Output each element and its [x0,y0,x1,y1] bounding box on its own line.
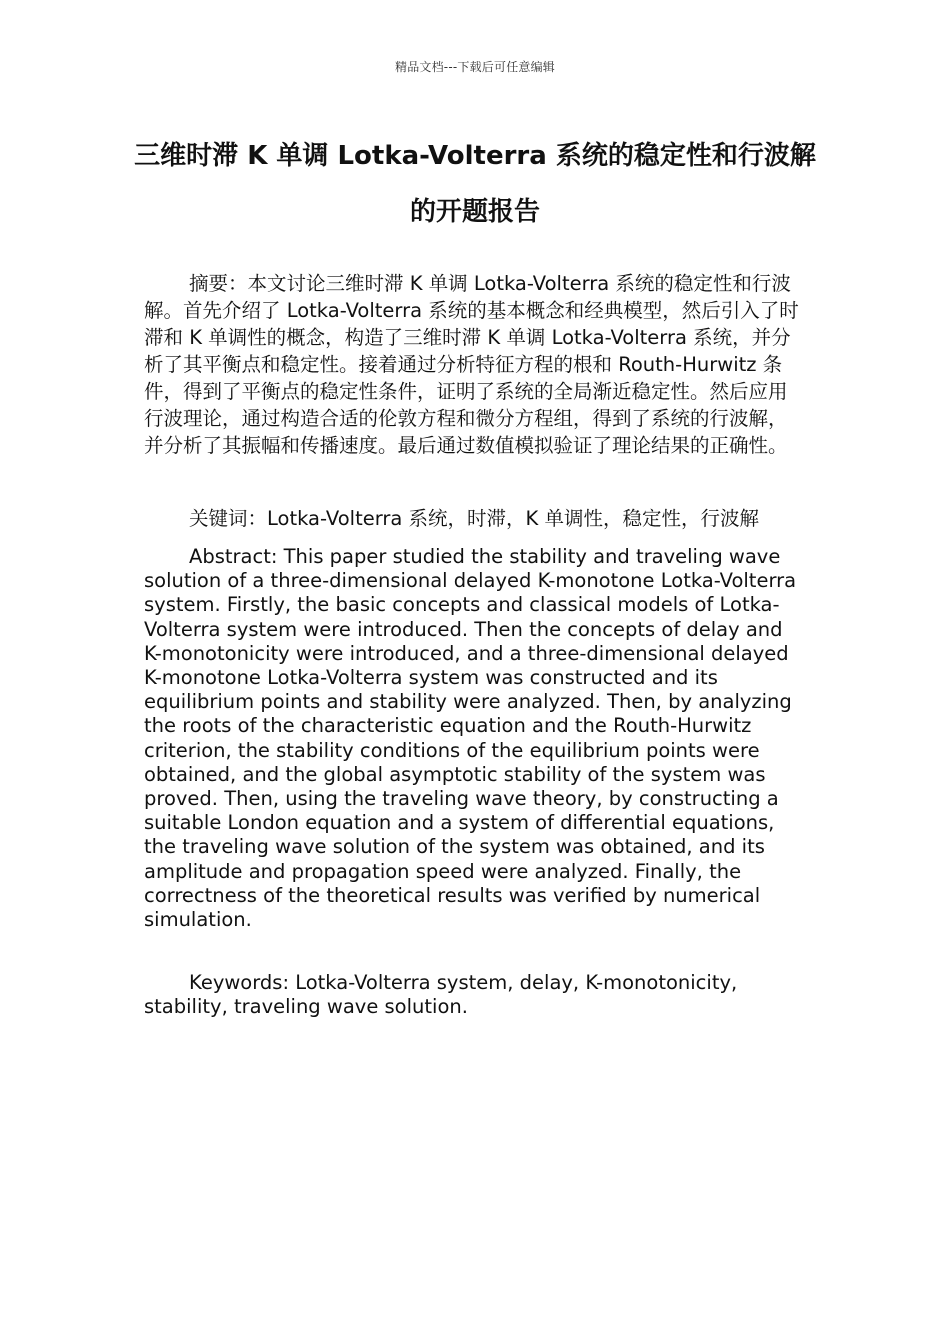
keywords-english: Keywords: Lotka-Volterra system, delay, K-monotonicity, stability, traveling wave solution. [144,971,738,1019]
document-title: 三维时滞 K 单调 Lotka-Volterra 系统的稳定性和行波解的开题报告 [134,141,816,227]
header-note: 精品文档---下载后可任意编辑 [395,60,555,74]
keywords-chinese: 关键词：Lotka-Volterra 系统，时滞，K 单调性，稳定性，行波解 [189,507,760,530]
abstract-english: Abstract: This paper studied the stability and traveling wave solution of a three-dimensional delayed K-monotone Lotka-Volterra system. Firstly, the basic concepts and classical models of Lotka-Volterra system were introduced. Then the concepts of delay and K-monotonicity were introduced, and a three-dimensional delayed K-monotone Lotka-Volterra system was constructed and its equilibrium points and stability were analyzed. Then, by analyzing the roots of the characteristic equation and the Routh-Hurwitz criterion, the stability conditions of the equilibrium points were obtained, and the global asymptotic stability of the system was proved. Then, using the traveling wave theory, by constructing a suitable London equation and a system of differential equations, the traveling wave solution of the system was obtained, and its amplitude and propagation speed were analyzed. Finally, the correctness of the theoretical results was verified by numerical simulation. [144,545,797,932]
abstract-chinese: 摘要：本文讨论三维时滞 K 单调 Lotka-Volterra 系统的稳定性和行波解。首先介绍了 Lotka-Volterra 系统的基本概念和经典模型，然后引入了时滞和 K 单调性的概念，构造了三维时滞 K 单调 Lotka-Volterra 系统，并分析了其平衡点和稳定性。接着通过分析特征方程的根和 Routh-Hurwitz 条件，得到了平衡点的稳定性条件，证明了系统的全局渐近稳定性。然后应用行波理论，通过构造合适的伦敦方程和微分方程组，得到了系统的行波解，并分析了其振幅和传播速度。最后通过数值模拟验证了理论结果的正确性。 [144,272,799,457]
